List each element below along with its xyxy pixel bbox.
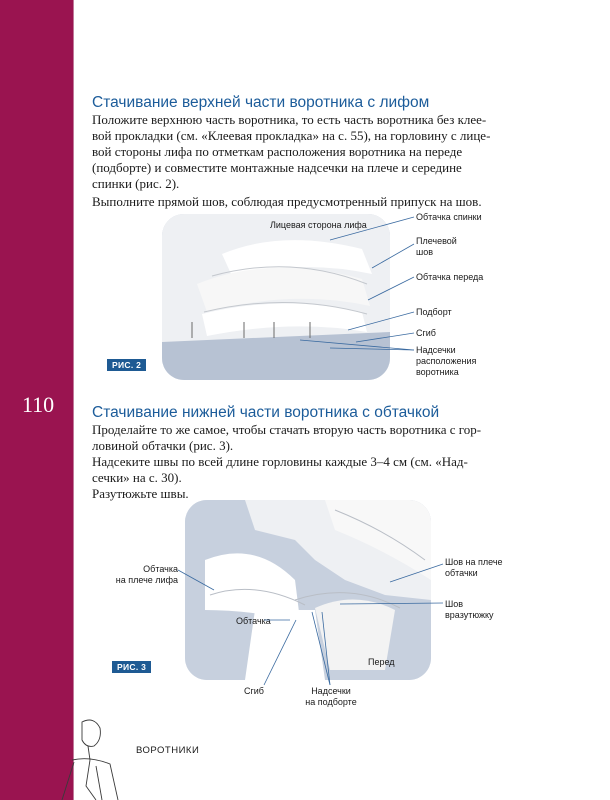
- section2-paragraph-2: [92, 454, 510, 486]
- fig2-label-shoulder-seam: [416, 236, 457, 258]
- section1-paragraph-2: Выполните прямой шов, соблюдая предусмотренный припуск на шов.: [92, 194, 482, 209]
- label-line: вразутюжку: [445, 610, 494, 620]
- text-line: сечки» на с. 30).: [92, 470, 182, 485]
- text-line: ловиной обтачки (рис. 3).: [92, 438, 234, 453]
- sidebar-divider: [73, 0, 74, 800]
- section1-paragraph-1: [92, 112, 510, 192]
- section2-heading: Стачивание нижней части воротника с обтачкой: [92, 404, 440, 421]
- figure3-illustration: [185, 500, 431, 680]
- section2-paragraph-3: Разутюжьте швы.: [92, 486, 189, 501]
- fig2-label-face: Лицевая сторона лифа: [270, 220, 367, 230]
- figure2-illustration: [162, 214, 390, 380]
- text-line: Положите верхнюю часть воротника, то есть часть воротника без клее-: [92, 112, 487, 127]
- fashion-sketch-illustration: [52, 716, 122, 800]
- label-line: на плече лифа: [115, 575, 178, 585]
- fig3-label-fold: Сгиб: [244, 686, 264, 696]
- label-line: Надсечки: [416, 345, 456, 355]
- figure2-photo: [162, 214, 390, 380]
- fig2-label-notches: [416, 345, 476, 378]
- text-line: вой прокладки (см. «Клеевая прокладка» на с. 55), на горловину с лице-: [92, 128, 491, 143]
- label-line: расположения: [416, 356, 477, 366]
- fig2-label-front-facing: Обтачка переда: [416, 272, 484, 282]
- footer-section-title: ВОРОТНИКИ: [136, 745, 200, 756]
- figure2-tag: РИС. 2: [107, 359, 146, 371]
- label-line: Обтачка: [143, 564, 178, 574]
- text-line: Проделайте то же самое, чтобы стачать вторую часть воротника с гор-: [92, 422, 482, 437]
- fig3-label-bodice-shoulder: [88, 564, 178, 586]
- text-line: (подборте) и совместите монтажные надсечки на плече и середине: [92, 160, 462, 175]
- page-number: 110: [22, 392, 55, 417]
- fig3-label-facing: Обтачка: [236, 616, 271, 626]
- text-line: Надсеките швы по всей длине горловины каждые 3–4 см (см. «Над-: [92, 454, 468, 469]
- section2-paragraph-1: [92, 422, 510, 454]
- label-line: шов: [416, 247, 434, 257]
- label-line: Шов: [445, 599, 464, 609]
- label-line: на подборте: [305, 697, 357, 707]
- fig3-label-front: Перед: [368, 657, 395, 667]
- text-line: спинки (рис. 2).: [92, 176, 180, 191]
- section1-heading: Стачивание верхней части воротника с лифом: [92, 94, 430, 111]
- label-line: воротника: [416, 367, 459, 377]
- fig3-label-notches: [296, 686, 366, 708]
- label-line: Шов на плече: [445, 557, 503, 567]
- label-line: обтачки: [445, 568, 478, 578]
- fig3-label-pressed-seam: [445, 599, 494, 621]
- label-line: Плечевой: [416, 236, 457, 246]
- text-line: вой стороны лифа по отметкам расположения воротника на переде: [92, 144, 463, 159]
- fig3-label-shoulder-seam: [445, 557, 503, 579]
- figure3-photo: [185, 500, 431, 680]
- label-line: Надсечки: [311, 686, 351, 696]
- fig2-label-back-facing: Обтачка спинки: [416, 212, 482, 222]
- figure3-tag: РИС. 3: [112, 661, 151, 673]
- fig2-label-fold: Сгиб: [416, 328, 436, 338]
- fig2-label-facing: Подборт: [416, 307, 452, 317]
